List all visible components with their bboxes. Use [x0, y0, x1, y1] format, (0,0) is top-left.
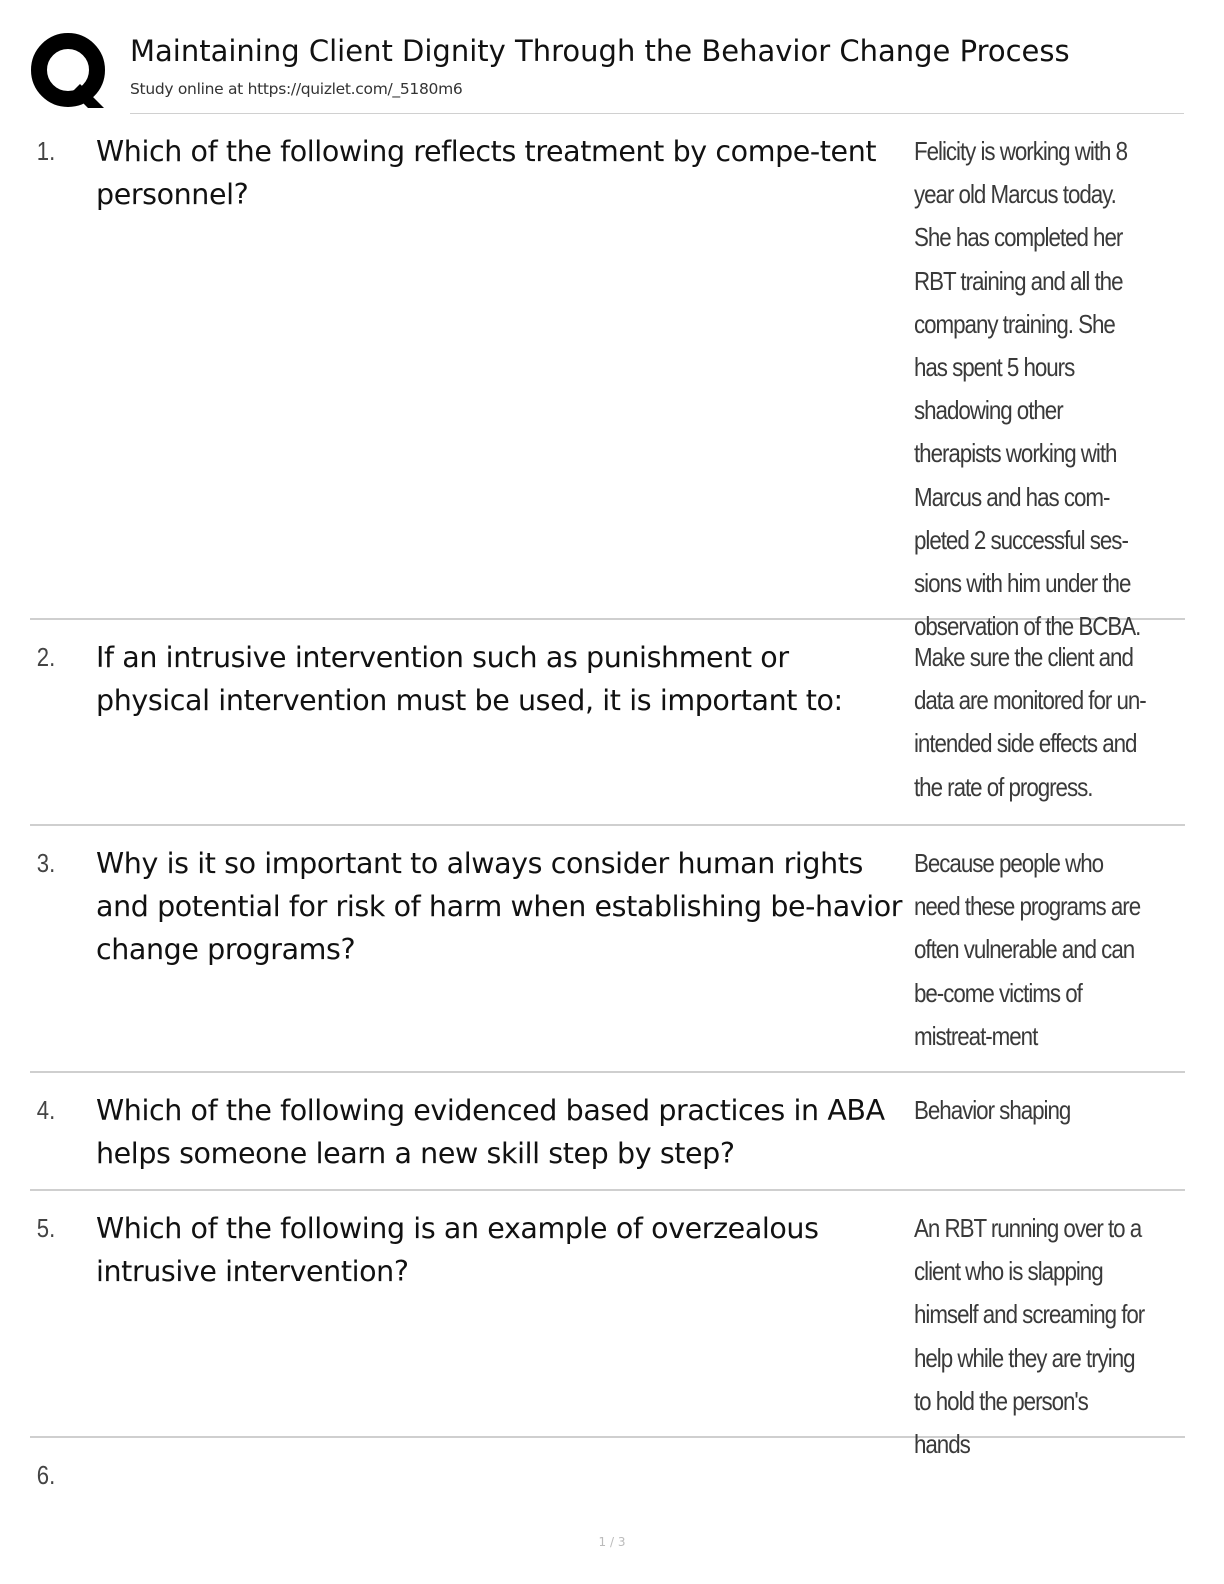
card-definition: Make sure the client and data are monitored for un-intended side effects and the rate of progress. — [914, 642, 1146, 802]
card-term: Which of the following is an example of overzealous intrusive intervention? — [96, 1212, 819, 1288]
card-definition: Because people who need these programs are often vulnerable and can be-come victims of mistreat-ment — [914, 848, 1141, 1051]
page-header — [30, 28, 1186, 114]
quizlet-logo-icon — [30, 32, 110, 112]
flashcard-2 — [30, 620, 1185, 826]
card-number: 1. — [36, 136, 56, 166]
flashcard-list — [30, 114, 1185, 1514]
flashcard-6 — [30, 1438, 1185, 1514]
card-term: Which of the following evidenced based practices in ABA helps someone learn a new skill step by step? — [96, 1094, 885, 1170]
card-number: 5. — [36, 1213, 56, 1243]
card-number: 2. — [36, 642, 56, 672]
flashcard-1 — [30, 114, 1185, 642]
flashcard-4 — [30, 1073, 1185, 1191]
page-indicator: 1 / 3 — [598, 1535, 626, 1549]
card-term: If an intrusive intervention such as punishment or physical intervention must be used, it is important to: — [96, 641, 843, 717]
page-title: Maintaining Client Dignity Through the Behavior Change Process — [130, 34, 1070, 68]
card-definition: Felicity is working with 8 year old Marcus today. She has completed her RBT training and all the company training. She has spent 5 hours shadowing other therapists working with Marcus and has com-pleted 2 successful ses-sions with him under the observation of the BCBA. — [914, 136, 1141, 642]
card-number: 3. — [36, 848, 56, 878]
card-number: 6. — [36, 1460, 56, 1490]
card-term: Which of the following reflects treatment by compe-tent personnel? — [96, 135, 877, 211]
flashcard-3 — [30, 826, 1185, 1073]
card-number: 4. — [36, 1095, 56, 1125]
card-definition: Behavior shaping — [914, 1095, 1071, 1125]
study-online-link[interactable]: Study online at https://quizlet.com/_5180m6 — [130, 80, 463, 98]
flashcard-5 — [30, 1191, 1185, 1460]
card-term: Why is it so important to always consider human rights and potential for risk of harm when establishing be-havior change programs? — [96, 847, 903, 966]
card-definition: An RBT running over to a client who is slapping himself and screaming for help while they are trying to hold the person's hands — [914, 1213, 1145, 1460]
